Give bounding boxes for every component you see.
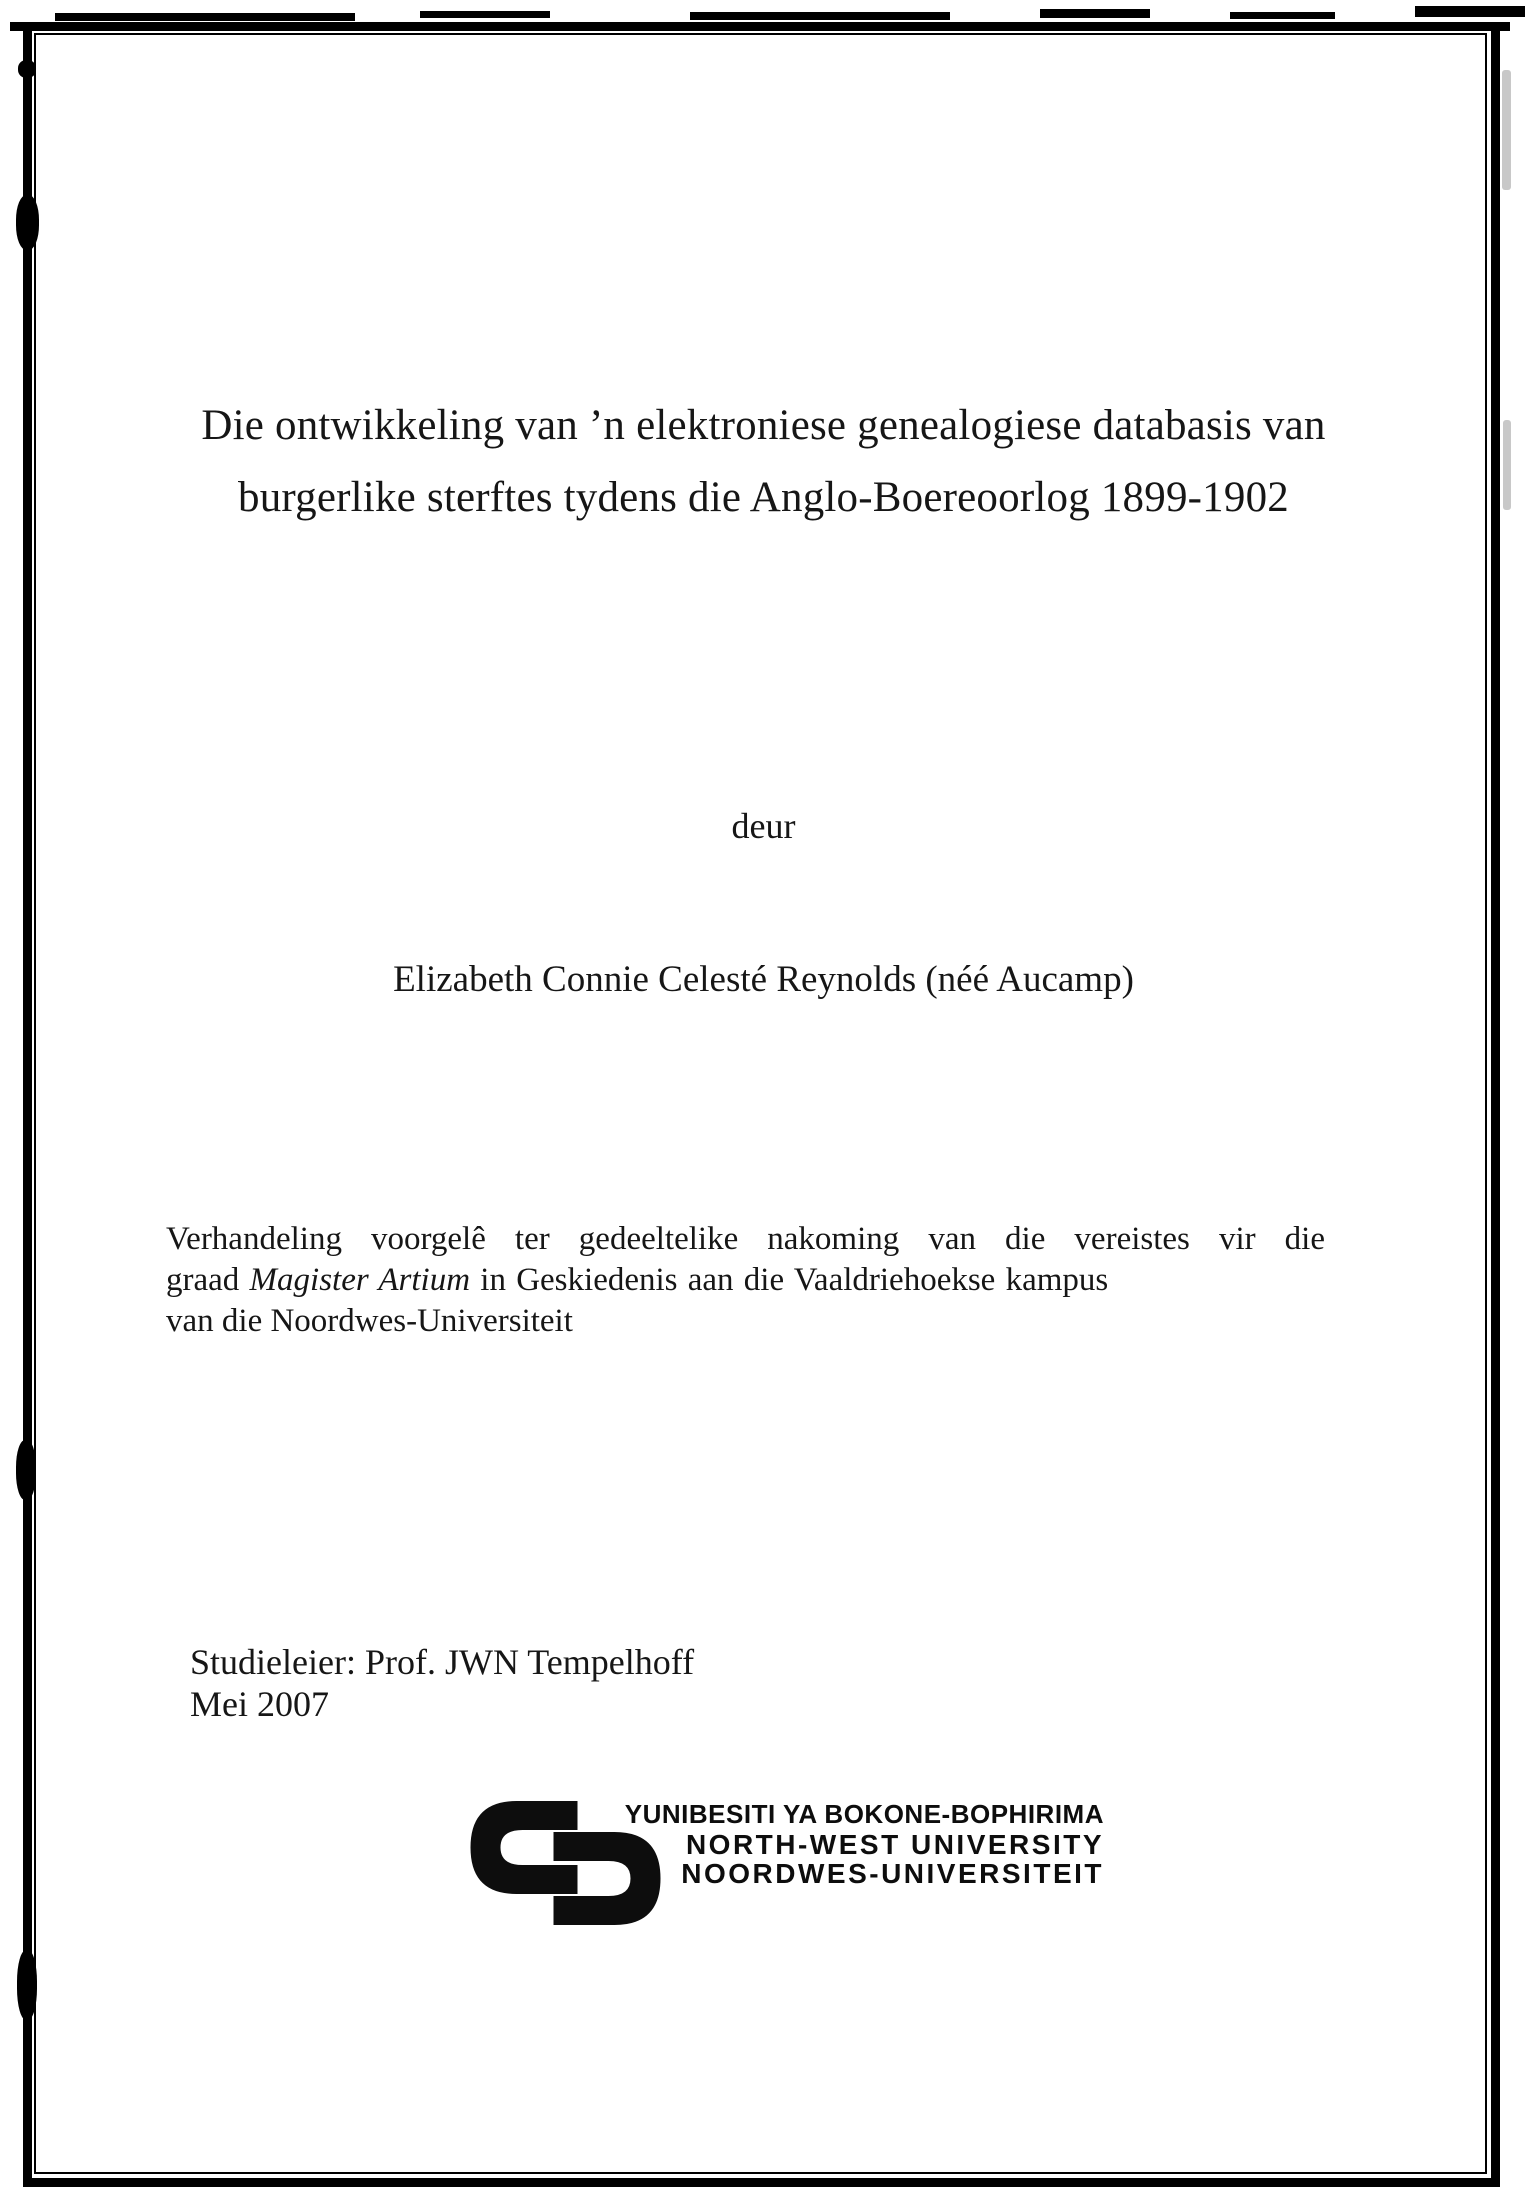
- date-line: Mei 2007: [190, 1684, 329, 1724]
- scan-artifact: [420, 11, 550, 18]
- byline-deur: deur: [731, 806, 796, 846]
- nwu-logo-text: [583, 1799, 1104, 1888]
- declaration-line-2-suffix: in Geskiedenis aan die Vaaldriehoekse kampus: [480, 1262, 1109, 1298]
- scan-artifact: [55, 13, 355, 21]
- scan-artifact: [1040, 9, 1150, 18]
- supervisor-line: Studieleier: Prof. JWN Tempelhoff: [190, 1642, 695, 1682]
- logo-text-line-3: NOORDWES-UNIVERSITEIT: [681, 1858, 1104, 1889]
- declaration-line-2-prefix: graad: [166, 1262, 240, 1298]
- declaration-paragraph: [166, 1219, 1325, 1342]
- author-name: Elizabeth Connie Celesté Reynolds (néé Aucamp): [393, 959, 1134, 1000]
- scan-artifact: [1230, 12, 1335, 19]
- declaration-line-1: Verhandeling voorgelê ter gedeeltelike nakoming van die vereistes vir die: [166, 1221, 1325, 1257]
- supervisor-block: [190, 1641, 694, 1725]
- thesis-title: [0, 390, 1527, 534]
- thesis-title-line-1: Die ontwikkeling van ’n elektroniese genealogiese databasis van: [201, 402, 1326, 449]
- declaration-line-2: [166, 1260, 1325, 1301]
- thesis-title-line-2: burgerlike sterftes tydens die Anglo-Boereoorlog 1899-1902: [238, 474, 1289, 521]
- logo-text-line-1: YUNIBESITI YA BOKONE-BOPHIRIMA: [624, 1799, 1104, 1829]
- declaration-degree-italic: Magister Artium: [249, 1262, 471, 1298]
- scan-artifact: [690, 12, 950, 20]
- declaration-line-3: van die Noordwes-Universiteit: [166, 1303, 573, 1339]
- scan-artifact: [1415, 6, 1525, 17]
- logo-text-line-2: NORTH-WEST UNIVERSITY: [685, 1829, 1104, 1860]
- scan-artifact: [1502, 70, 1511, 190]
